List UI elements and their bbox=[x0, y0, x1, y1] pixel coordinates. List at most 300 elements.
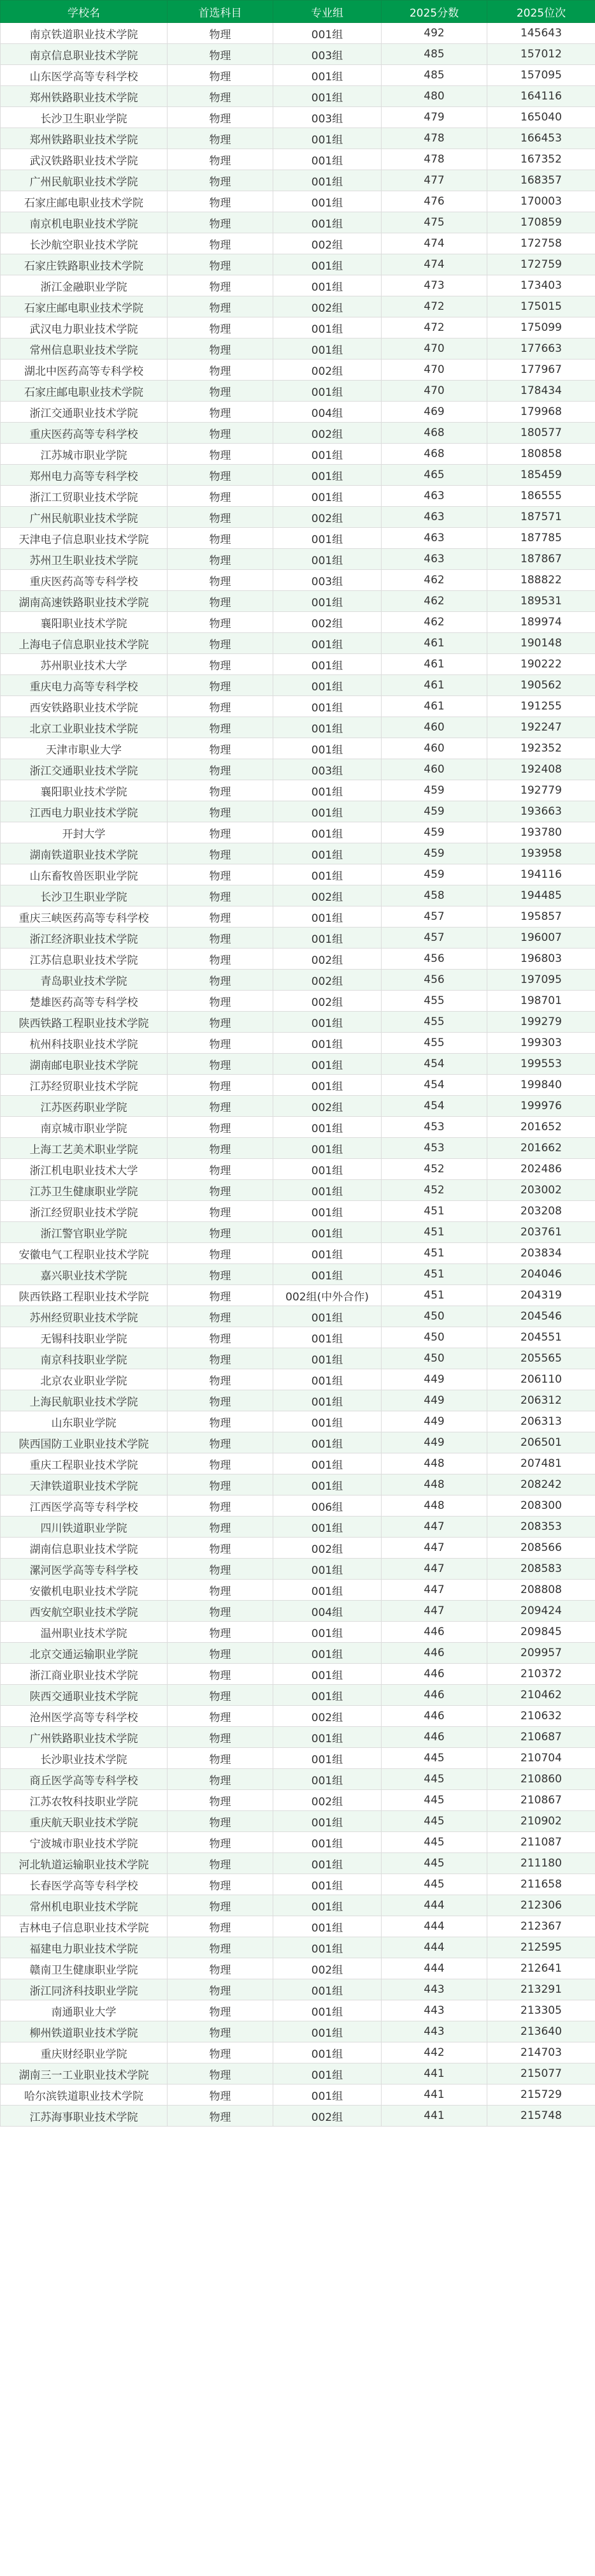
major-group-cell: 001组 bbox=[273, 1138, 382, 1159]
table-row bbox=[1, 1580, 595, 1601]
major-group-cell: 001组 bbox=[273, 381, 382, 402]
score-cell: 443 bbox=[382, 1979, 487, 2000]
school-name-cell: 青岛职业技术学院 bbox=[1, 970, 168, 991]
rank-cell: 214703 bbox=[487, 2042, 595, 2063]
rank-cell: 170859 bbox=[487, 212, 595, 233]
table-row bbox=[1, 1327, 595, 1348]
preferred-subject-cell: 物理 bbox=[168, 1495, 273, 1517]
school-name-cell: 重庆医药高等专科学校 bbox=[1, 570, 168, 591]
score-cell: 453 bbox=[382, 1138, 487, 1159]
score-cell: 445 bbox=[382, 1790, 487, 1811]
rank-cell: 190222 bbox=[487, 654, 595, 675]
score-cell: 459 bbox=[382, 780, 487, 801]
score-cell: 449 bbox=[382, 1411, 487, 1432]
table-row bbox=[1, 570, 595, 591]
rank-cell: 168357 bbox=[487, 170, 595, 191]
school-name-cell: 江苏城市职业学院 bbox=[1, 444, 168, 465]
score-cell: 454 bbox=[382, 1096, 487, 1117]
rank-cell: 204551 bbox=[487, 1327, 595, 1348]
school-name-cell: 重庆财经职业学院 bbox=[1, 2042, 168, 2063]
rank-cell: 197095 bbox=[487, 970, 595, 991]
major-group-cell: 001组 bbox=[273, 549, 382, 570]
preferred-subject-cell: 物理 bbox=[168, 1432, 273, 1453]
table-row bbox=[1, 1432, 595, 1453]
school-name-cell: 浙江商业职业技术学院 bbox=[1, 1664, 168, 1685]
table-row bbox=[1, 591, 595, 612]
major-group-cell: 001组 bbox=[273, 717, 382, 738]
major-group-cell: 001组 bbox=[273, 1201, 382, 1222]
major-group-cell: 006组 bbox=[273, 1495, 382, 1517]
score-cell: 446 bbox=[382, 1664, 487, 1685]
table-row bbox=[1, 1559, 595, 1580]
major-group-cell: 001组 bbox=[273, 591, 382, 612]
school-name-cell: 石家庄邮电职业技术学院 bbox=[1, 381, 168, 402]
preferred-subject-cell: 物理 bbox=[168, 717, 273, 738]
school-name-cell: 武汉铁路职业技术学院 bbox=[1, 149, 168, 170]
table-body bbox=[1, 23, 595, 2127]
table-row bbox=[1, 465, 595, 486]
rank-cell: 208353 bbox=[487, 1517, 595, 1538]
table-row bbox=[1, 1937, 595, 1958]
preferred-subject-cell: 物理 bbox=[168, 2085, 273, 2106]
rank-cell: 212367 bbox=[487, 1916, 595, 1937]
major-group-cell: 001组 bbox=[273, 1306, 382, 1327]
major-group-cell: 001组 bbox=[273, 1012, 382, 1033]
table-row bbox=[1, 1643, 595, 1664]
preferred-subject-cell: 物理 bbox=[168, 23, 273, 44]
major-group-cell: 001组 bbox=[273, 191, 382, 212]
school-name-cell: 武汉电力职业技术学院 bbox=[1, 317, 168, 338]
table-row bbox=[1, 696, 595, 717]
rank-cell: 210860 bbox=[487, 1769, 595, 1790]
rank-cell: 203834 bbox=[487, 1243, 595, 1264]
major-group-cell: 003组 bbox=[273, 44, 382, 65]
rank-cell: 201662 bbox=[487, 1138, 595, 1159]
score-cell: 449 bbox=[382, 1432, 487, 1453]
major-group-cell: 001组 bbox=[273, 338, 382, 360]
major-group-cell: 001组 bbox=[273, 696, 382, 717]
preferred-subject-cell: 物理 bbox=[168, 885, 273, 906]
preferred-subject-cell: 物理 bbox=[168, 1685, 273, 1706]
score-cell: 468 bbox=[382, 444, 487, 465]
score-cell: 473 bbox=[382, 275, 487, 296]
rank-cell: 190562 bbox=[487, 675, 595, 696]
school-name-cell: 浙江交通职业技术学院 bbox=[1, 402, 168, 423]
major-group-cell: 001组 bbox=[273, 906, 382, 928]
table-row bbox=[1, 1685, 595, 1706]
preferred-subject-cell: 物理 bbox=[168, 107, 273, 128]
score-cell: 461 bbox=[382, 633, 487, 654]
preferred-subject-cell: 物理 bbox=[168, 738, 273, 759]
table-row bbox=[1, 128, 595, 149]
table-row bbox=[1, 381, 595, 402]
preferred-subject-cell: 物理 bbox=[168, 360, 273, 381]
rank-cell: 211087 bbox=[487, 1832, 595, 1853]
score-cell: 454 bbox=[382, 1054, 487, 1075]
major-group-cell: 001组 bbox=[273, 1432, 382, 1453]
preferred-subject-cell: 物理 bbox=[168, 1643, 273, 1664]
rank-cell: 192247 bbox=[487, 717, 595, 738]
school-name-cell: 漯河医学高等专科学校 bbox=[1, 1559, 168, 1580]
score-cell: 444 bbox=[382, 1916, 487, 1937]
major-group-cell: 001组 bbox=[273, 654, 382, 675]
major-group-cell: 002组 bbox=[273, 1790, 382, 1811]
score-cell: 469 bbox=[382, 402, 487, 423]
major-group-cell: 002组 bbox=[273, 423, 382, 444]
preferred-subject-cell: 物理 bbox=[168, 1769, 273, 1790]
score-cell: 460 bbox=[382, 738, 487, 759]
table-row bbox=[1, 296, 595, 317]
preferred-subject-cell: 物理 bbox=[168, 149, 273, 170]
preferred-subject-cell: 物理 bbox=[168, 675, 273, 696]
table-row bbox=[1, 23, 595, 44]
school-name-cell: 哈尔滨铁道职业技术学院 bbox=[1, 2085, 168, 2106]
rank-cell: 210632 bbox=[487, 1706, 595, 1727]
preferred-subject-cell: 物理 bbox=[168, 2021, 273, 2042]
score-cell: 447 bbox=[382, 1538, 487, 1559]
preferred-subject-cell: 物理 bbox=[168, 1811, 273, 1832]
score-cell: 477 bbox=[382, 170, 487, 191]
school-name-cell: 西安铁路职业技术学院 bbox=[1, 696, 168, 717]
score-cell: 448 bbox=[382, 1453, 487, 1474]
rank-cell: 215729 bbox=[487, 2085, 595, 2106]
preferred-subject-cell: 物理 bbox=[168, 928, 273, 949]
school-name-cell: 广州民航职业技术学院 bbox=[1, 507, 168, 528]
preferred-subject-cell: 物理 bbox=[168, 1453, 273, 1474]
table-row bbox=[1, 423, 595, 444]
preferred-subject-cell: 物理 bbox=[168, 1979, 273, 2000]
rank-cell: 196007 bbox=[487, 928, 595, 949]
rank-cell: 208808 bbox=[487, 1580, 595, 1601]
preferred-subject-cell: 物理 bbox=[168, 864, 273, 885]
table-row bbox=[1, 1474, 595, 1495]
preferred-subject-cell: 物理 bbox=[168, 1748, 273, 1769]
major-group-cell: 001组 bbox=[273, 1180, 382, 1201]
school-name-cell: 山东职业学院 bbox=[1, 1411, 168, 1432]
rank-cell: 210704 bbox=[487, 1748, 595, 1769]
preferred-subject-cell: 物理 bbox=[168, 212, 273, 233]
school-name-cell: 南京城市职业学院 bbox=[1, 1117, 168, 1138]
rank-cell: 187571 bbox=[487, 507, 595, 528]
preferred-subject-cell: 物理 bbox=[168, 1664, 273, 1685]
table-row bbox=[1, 1285, 595, 1306]
score-cell: 461 bbox=[382, 675, 487, 696]
school-name-cell: 天津市职业大学 bbox=[1, 738, 168, 759]
school-name-cell: 北京农业职业学院 bbox=[1, 1369, 168, 1390]
preferred-subject-cell: 物理 bbox=[168, 1159, 273, 1180]
table-row bbox=[1, 44, 595, 65]
school-name-cell: 长沙航空职业技术学院 bbox=[1, 233, 168, 254]
score-cell: 445 bbox=[382, 1832, 487, 1853]
school-name-cell: 天津铁道职业技术学院 bbox=[1, 1474, 168, 1495]
school-name-cell: 陕西交通职业技术学院 bbox=[1, 1685, 168, 1706]
score-cell: 478 bbox=[382, 128, 487, 149]
score-cell: 460 bbox=[382, 717, 487, 738]
score-cell: 446 bbox=[382, 1643, 487, 1664]
major-group-cell: 002组 bbox=[273, 991, 382, 1012]
school-name-cell: 浙江同济科技职业学院 bbox=[1, 1979, 168, 2000]
school-name-cell: 陕西铁路工程职业技术学院 bbox=[1, 1012, 168, 1033]
table-row bbox=[1, 107, 595, 128]
rank-cell: 210902 bbox=[487, 1811, 595, 1832]
table-row bbox=[1, 759, 595, 780]
table-row bbox=[1, 1306, 595, 1327]
major-group-cell: 001组 bbox=[273, 1517, 382, 1538]
rank-cell: 211658 bbox=[487, 1874, 595, 1895]
preferred-subject-cell: 物理 bbox=[168, 444, 273, 465]
table-row bbox=[1, 1706, 595, 1727]
rank-cell: 213640 bbox=[487, 2021, 595, 2042]
score-cell: 461 bbox=[382, 654, 487, 675]
major-group-cell: 001组 bbox=[273, 780, 382, 801]
rank-cell: 157012 bbox=[487, 44, 595, 65]
major-group-cell: 001组 bbox=[273, 1054, 382, 1075]
score-cell: 447 bbox=[382, 1601, 487, 1622]
score-cell: 444 bbox=[382, 1895, 487, 1916]
rank-cell: 209424 bbox=[487, 1601, 595, 1622]
major-group-cell: 001组 bbox=[273, 928, 382, 949]
preferred-subject-cell: 物理 bbox=[168, 633, 273, 654]
rank-cell: 173403 bbox=[487, 275, 595, 296]
school-name-cell: 广州铁路职业技术学院 bbox=[1, 1727, 168, 1748]
major-group-cell: 001组 bbox=[273, 675, 382, 696]
rank-cell: 204319 bbox=[487, 1285, 595, 1306]
rank-cell: 145643 bbox=[487, 23, 595, 44]
rank-cell: 157095 bbox=[487, 65, 595, 86]
score-cell: 441 bbox=[382, 2063, 487, 2085]
score-cell: 475 bbox=[382, 212, 487, 233]
major-group-cell: 001组 bbox=[273, 1895, 382, 1916]
school-name-cell: 赣南卫生健康职业学院 bbox=[1, 1958, 168, 1979]
rank-cell: 165040 bbox=[487, 107, 595, 128]
score-cell: 470 bbox=[382, 360, 487, 381]
rank-cell: 208583 bbox=[487, 1559, 595, 1580]
table-row bbox=[1, 1117, 595, 1138]
score-cell: 463 bbox=[382, 549, 487, 570]
school-name-cell: 江西医学高等专科学校 bbox=[1, 1495, 168, 1517]
score-cell: 479 bbox=[382, 107, 487, 128]
preferred-subject-cell: 物理 bbox=[168, 1916, 273, 1937]
table-row bbox=[1, 1811, 595, 1832]
rank-cell: 177967 bbox=[487, 360, 595, 381]
preferred-subject-cell: 物理 bbox=[168, 507, 273, 528]
preferred-subject-cell: 物理 bbox=[168, 654, 273, 675]
school-name-cell: 湖南铁道职业技术学院 bbox=[1, 843, 168, 864]
score-cell: 455 bbox=[382, 1033, 487, 1054]
rank-cell: 166453 bbox=[487, 128, 595, 149]
rank-cell: 212595 bbox=[487, 1937, 595, 1958]
rank-cell: 209845 bbox=[487, 1622, 595, 1643]
school-name-cell: 沧州医学高等专科学校 bbox=[1, 1706, 168, 1727]
preferred-subject-cell: 物理 bbox=[168, 1201, 273, 1222]
school-name-cell: 安徽电气工程职业技术学院 bbox=[1, 1243, 168, 1264]
school-name-cell: 石家庄铁路职业技术学院 bbox=[1, 254, 168, 275]
table-row bbox=[1, 317, 595, 338]
major-group-cell: 002组 bbox=[273, 507, 382, 528]
table-row bbox=[1, 906, 595, 928]
major-group-cell: 001组 bbox=[273, 1811, 382, 1832]
preferred-subject-cell: 物理 bbox=[168, 1222, 273, 1243]
score-cell: 446 bbox=[382, 1727, 487, 1748]
score-cell: 470 bbox=[382, 338, 487, 360]
preferred-subject-cell: 物理 bbox=[168, 423, 273, 444]
school-name-cell: 开封大学 bbox=[1, 822, 168, 843]
table-row bbox=[1, 1180, 595, 1201]
rank-cell: 208300 bbox=[487, 1495, 595, 1517]
preferred-subject-cell: 物理 bbox=[168, 338, 273, 360]
major-group-cell: 001组 bbox=[273, 149, 382, 170]
score-cell: 463 bbox=[382, 528, 487, 549]
rank-cell: 205565 bbox=[487, 1348, 595, 1369]
rank-cell: 175015 bbox=[487, 296, 595, 317]
major-group-cell: 002组 bbox=[273, 296, 382, 317]
school-name-cell: 江苏农牧科技职业学院 bbox=[1, 1790, 168, 1811]
rank-cell: 213305 bbox=[487, 2000, 595, 2021]
school-name-cell: 江苏经贸职业技术学院 bbox=[1, 1075, 168, 1096]
school-name-cell: 陕西铁路工程职业技术学院 bbox=[1, 1285, 168, 1306]
preferred-subject-cell: 物理 bbox=[168, 591, 273, 612]
score-cell: 441 bbox=[382, 2106, 487, 2127]
score-cell: 474 bbox=[382, 233, 487, 254]
header-preferred-subject: 首选科目 bbox=[168, 1, 273, 23]
school-name-cell: 湖北中医药高等专科学校 bbox=[1, 360, 168, 381]
major-group-cell: 002组 bbox=[273, 1096, 382, 1117]
score-cell: 443 bbox=[382, 2000, 487, 2021]
school-name-cell: 重庆电力高等专科学校 bbox=[1, 675, 168, 696]
score-cell: 485 bbox=[382, 44, 487, 65]
rank-cell: 203002 bbox=[487, 1180, 595, 1201]
score-cell: 472 bbox=[382, 296, 487, 317]
rank-cell: 179968 bbox=[487, 402, 595, 423]
table-row bbox=[1, 486, 595, 507]
table-row bbox=[1, 1075, 595, 1096]
rank-cell: 189974 bbox=[487, 612, 595, 633]
rank-cell: 199303 bbox=[487, 1033, 595, 1054]
score-cell: 447 bbox=[382, 1559, 487, 1580]
score-cell: 461 bbox=[382, 696, 487, 717]
preferred-subject-cell: 物理 bbox=[168, 570, 273, 591]
table-row bbox=[1, 1979, 595, 2000]
rank-cell: 204046 bbox=[487, 1264, 595, 1285]
table-row bbox=[1, 1012, 595, 1033]
score-cell: 456 bbox=[382, 949, 487, 970]
table-row bbox=[1, 1264, 595, 1285]
score-cell: 459 bbox=[382, 822, 487, 843]
table-row bbox=[1, 780, 595, 801]
school-name-cell: 宁波城市职业技术学院 bbox=[1, 1832, 168, 1853]
school-name-cell: 柳州铁道职业技术学院 bbox=[1, 2021, 168, 2042]
school-name-cell: 长沙卫生职业学院 bbox=[1, 107, 168, 128]
score-cell: 470 bbox=[382, 381, 487, 402]
school-name-cell: 山东医学高等专科学校 bbox=[1, 65, 168, 86]
table-row bbox=[1, 1243, 595, 1264]
preferred-subject-cell: 物理 bbox=[168, 549, 273, 570]
major-group-cell: 001组 bbox=[273, 738, 382, 759]
preferred-subject-cell: 物理 bbox=[168, 44, 273, 65]
table-row bbox=[1, 149, 595, 170]
table-row bbox=[1, 2063, 595, 2085]
score-cell: 455 bbox=[382, 1012, 487, 1033]
school-name-cell: 浙江机电职业技术大学 bbox=[1, 1159, 168, 1180]
table-row bbox=[1, 1664, 595, 1685]
major-group-cell: 001组 bbox=[273, 1075, 382, 1096]
preferred-subject-cell: 物理 bbox=[168, 1958, 273, 1979]
table-row bbox=[1, 1033, 595, 1054]
table-row bbox=[1, 1895, 595, 1916]
score-cell: 463 bbox=[382, 486, 487, 507]
preferred-subject-cell: 物理 bbox=[168, 1033, 273, 1054]
table-row bbox=[1, 65, 595, 86]
preferred-subject-cell: 物理 bbox=[168, 1348, 273, 1369]
preferred-subject-cell: 物理 bbox=[168, 2000, 273, 2021]
school-name-cell: 上海民航职业技术学院 bbox=[1, 1390, 168, 1411]
school-name-cell: 郑州铁路职业技术学院 bbox=[1, 128, 168, 149]
rank-cell: 164116 bbox=[487, 86, 595, 107]
major-group-cell: 001组 bbox=[273, 633, 382, 654]
school-name-cell: 浙江经济职业技术学院 bbox=[1, 928, 168, 949]
major-group-cell: 001组 bbox=[273, 212, 382, 233]
score-cell: 451 bbox=[382, 1243, 487, 1264]
major-group-cell: 002组 bbox=[273, 2106, 382, 2127]
preferred-subject-cell: 物理 bbox=[168, 128, 273, 149]
rank-cell: 207481 bbox=[487, 1453, 595, 1474]
preferred-subject-cell: 物理 bbox=[168, 1937, 273, 1958]
score-cell: 457 bbox=[382, 928, 487, 949]
score-cell: 446 bbox=[382, 1706, 487, 1727]
school-name-cell: 浙江工贸职业技术学院 bbox=[1, 486, 168, 507]
score-cell: 445 bbox=[382, 1811, 487, 1832]
preferred-subject-cell: 物理 bbox=[168, 1559, 273, 1580]
score-cell: 447 bbox=[382, 1517, 487, 1538]
rank-cell: 195857 bbox=[487, 906, 595, 928]
major-group-cell: 001组 bbox=[273, 1369, 382, 1390]
table-row bbox=[1, 86, 595, 107]
rank-cell: 187867 bbox=[487, 549, 595, 570]
major-group-cell: 002组 bbox=[273, 233, 382, 254]
table-row bbox=[1, 1390, 595, 1411]
rank-cell: 180577 bbox=[487, 423, 595, 444]
score-cell: 453 bbox=[382, 1117, 487, 1138]
preferred-subject-cell: 物理 bbox=[168, 254, 273, 275]
school-name-cell: 广州民航职业技术学院 bbox=[1, 170, 168, 191]
preferred-subject-cell: 物理 bbox=[168, 970, 273, 991]
score-cell: 447 bbox=[382, 1580, 487, 1601]
preferred-subject-cell: 物理 bbox=[168, 1117, 273, 1138]
school-name-cell: 南通职业大学 bbox=[1, 2000, 168, 2021]
rank-cell: 192779 bbox=[487, 780, 595, 801]
table-row bbox=[1, 2000, 595, 2021]
preferred-subject-cell: 物理 bbox=[168, 1243, 273, 1264]
preferred-subject-cell: 物理 bbox=[168, 1580, 273, 1601]
table-row bbox=[1, 1790, 595, 1811]
table-header bbox=[1, 1, 595, 23]
score-cell: 468 bbox=[382, 423, 487, 444]
major-group-cell: 001组 bbox=[273, 1474, 382, 1495]
major-group-cell: 001组 bbox=[273, 1622, 382, 1643]
score-cell: 459 bbox=[382, 843, 487, 864]
school-name-cell: 山东畜牧兽医职业学院 bbox=[1, 864, 168, 885]
table-row bbox=[1, 1201, 595, 1222]
school-name-cell: 福建电力职业技术学院 bbox=[1, 1937, 168, 1958]
table-row bbox=[1, 1096, 595, 1117]
major-group-cell: 001组 bbox=[273, 1411, 382, 1432]
rank-cell: 193663 bbox=[487, 801, 595, 822]
score-cell: 444 bbox=[382, 1937, 487, 1958]
major-group-cell: 002组 bbox=[273, 1958, 382, 1979]
table-row bbox=[1, 1517, 595, 1538]
table-row bbox=[1, 633, 595, 654]
rank-cell: 180858 bbox=[487, 444, 595, 465]
